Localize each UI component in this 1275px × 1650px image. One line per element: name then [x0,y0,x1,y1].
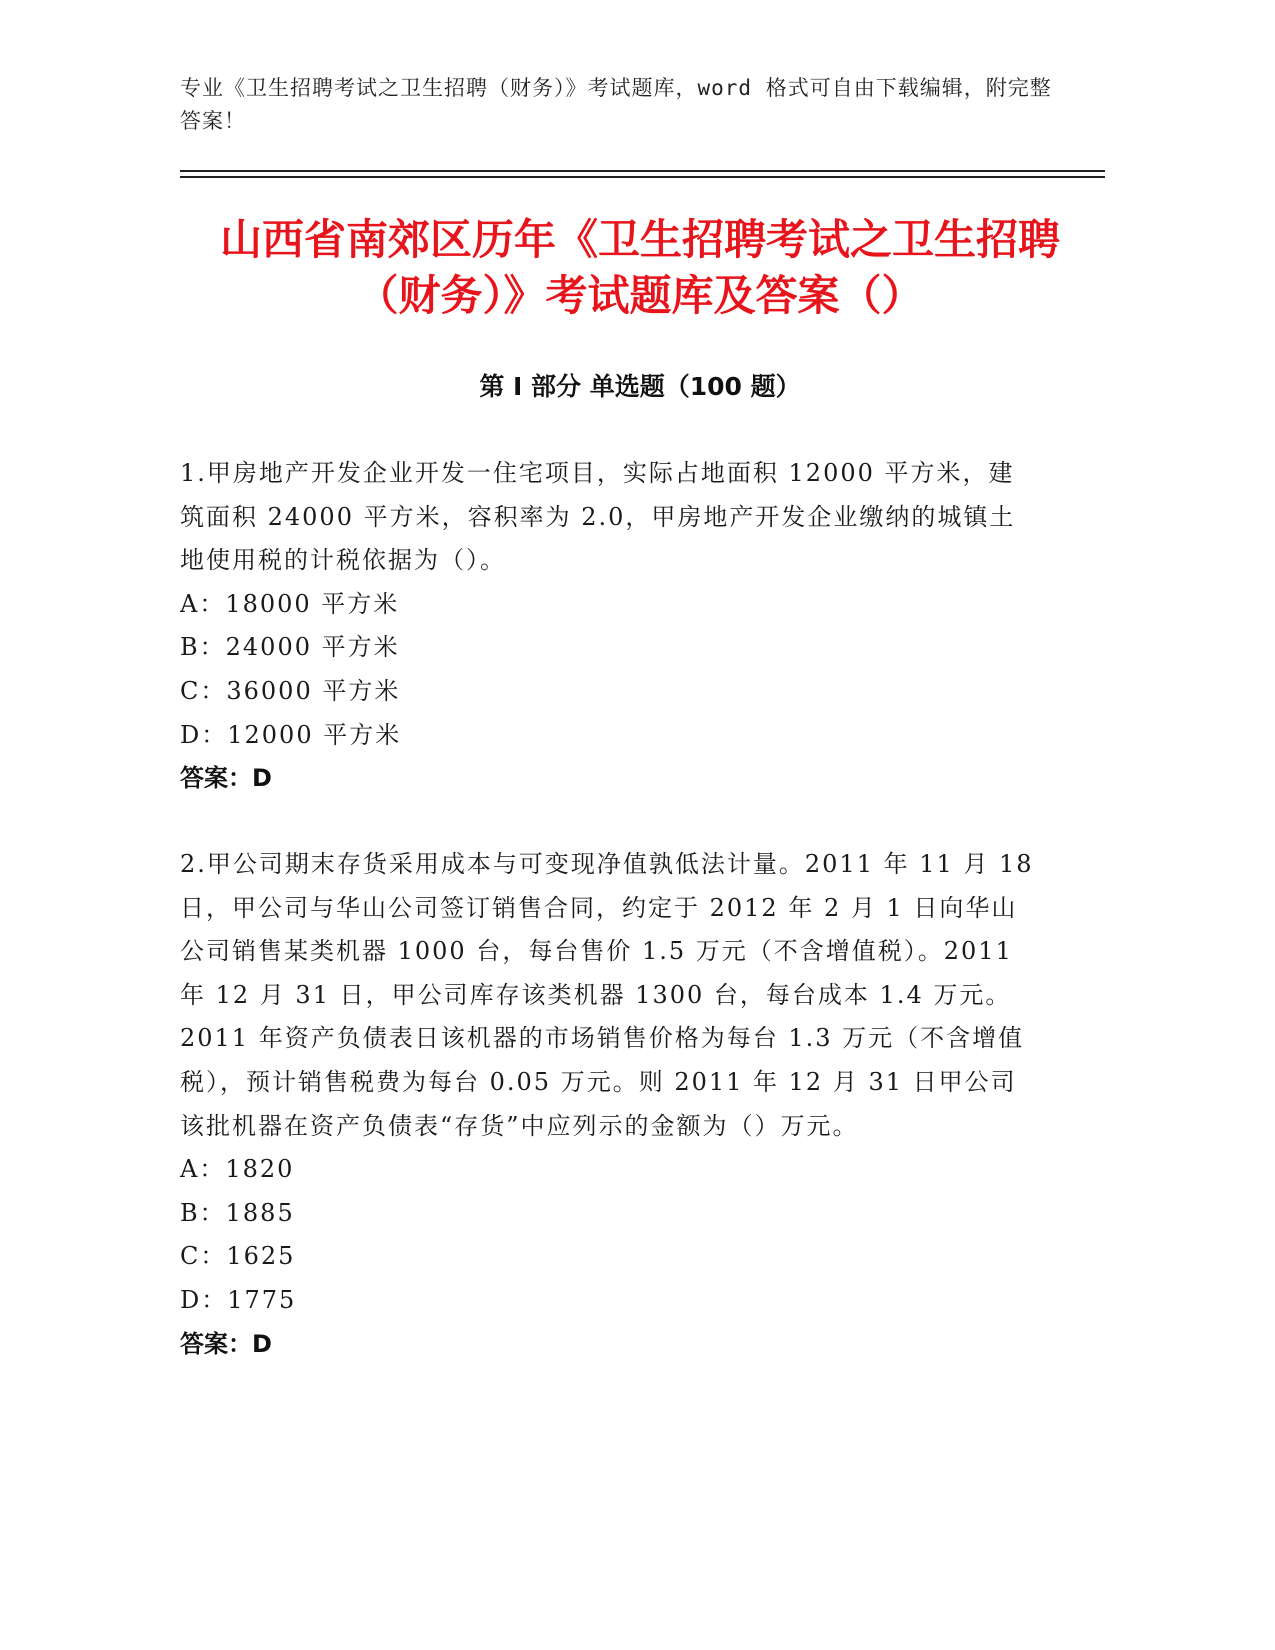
question-stem: 1.甲房地产开发企业开发一住宅项目，实际占地面积 12000 平方米，建筑面积 24000 平方米，容积率为 2.0，甲房地产开发企业缴纳的城镇土地使用税的计税依据为（）。 [180,459,1016,575]
header-note: 专业《卫生招聘考试之卫生招聘（财务）》考试题库，word 格式可自由下载编辑，附完整答案！ [180,76,1052,133]
header-divider-bottom [180,176,1105,178]
option-c: C：1625 [180,1242,296,1271]
question-2 [180,843,1040,1366]
option-a: A：1820 [180,1155,295,1184]
option-b: B：24000 平方米 [180,633,400,662]
option-a: A：18000 平方米 [180,589,400,618]
option-c: C：36000 平方米 [180,676,401,705]
answer: 答案：D [180,764,272,793]
answer: 答案：D [180,1329,272,1358]
option-b: B：1885 [180,1198,295,1227]
option-d: D：1775 [180,1285,297,1314]
section-heading: 第 I 部分 单选题（100 题） [479,372,801,401]
question-1 [180,452,1040,801]
document-title: 山西省南郊区历年《卫生招聘考试之卫生招聘（财务）》考试题库及答案（） [219,215,1060,320]
question-stem: 2.甲公司期末存货采用成本与可变现净值孰低法计量。2011 年 11 月 18 日，甲公司与华山公司签订销售合同，约定于 2012 年 2 月 1 日向华山公司销售某类机器 1000 台，每台售价 1.5 万元（不含增值税）。2011 年 12 月 31 日，甲公司库存该类机器 1300 台，每台成本 1.4 万元。2011 年资产负债表日该机器的市场销售价格为每台 1.3 万元（不含增值税），预计销售税费为每台 0.05 万元。则 2011 年 12 月 31 日甲公司该批机器在资产负债表“存货”中应列示的金额为（）万元。 [180,850,1034,1140]
header-divider-top [180,170,1105,172]
option-d: D：12000 平方米 [180,720,402,749]
